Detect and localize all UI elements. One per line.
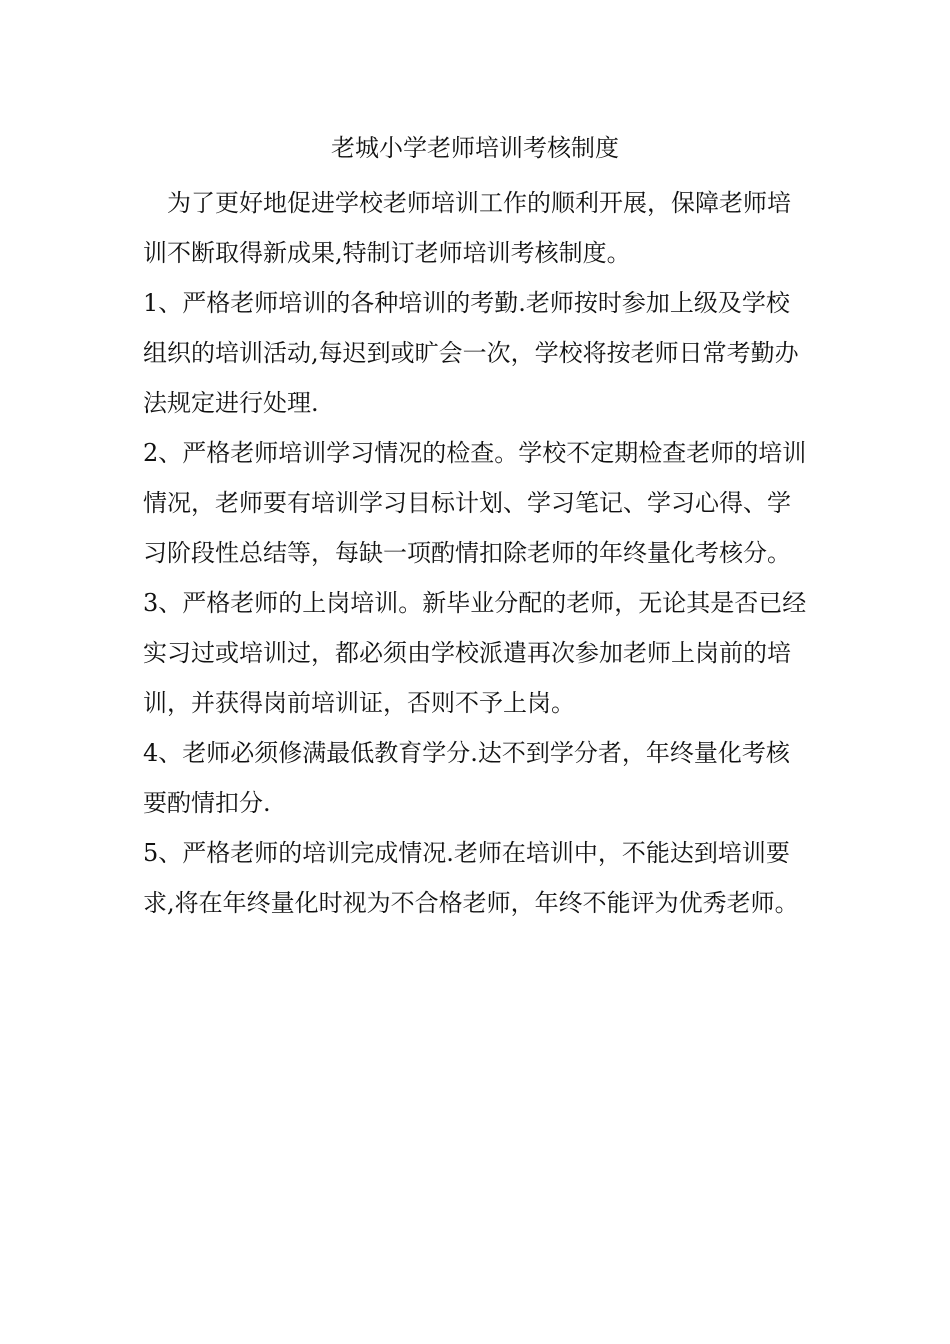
rule-paragraph-4: 4、老师必须修满最低教育学分.达不到学分者，年终量化考核要酌情扣分. — [143, 739, 790, 817]
rule-paragraph-3: 3、严格老师的上岗培训。新毕业分配的老师，无论其是否已经实习过或培训过，都必须由学校派遣再次参加老师上岗前的培训，并获得岗前培训证，否则不予上岗。 — [143, 589, 807, 717]
rule-paragraph-1: 1、严格老师培训的各种培训的考勤.老师按时参加上级及学校组织的培训活动,每迟到或旷会一次，学校将按老师日常考勤办法规定进行处理. — [143, 289, 799, 417]
intro-paragraph: 为了更好地促进学校老师培训工作的顺利开展，保障老师培训不断取得新成果,特制订老师培训考核制度。 — [143, 189, 791, 267]
rule-paragraph-2: 2、严格老师培训学习情况的检查。学校不定期检查老师的培训情况，老师要有培训学习目标计划、学习笔记、学习心得、学习阶段性总结等，每缺一项酌情扣除老师的年终量化考核分。 — [143, 439, 807, 567]
document-title: 老城小学老师培训考核制度 — [331, 134, 619, 162]
document-body — [143, 178, 807, 928]
rule-paragraph-5: 5、严格老师的培训完成情况.老师在培训中，不能达到培训要求,将在年终量化时视为不合格老师，年终不能评为优秀老师。 — [143, 839, 799, 917]
